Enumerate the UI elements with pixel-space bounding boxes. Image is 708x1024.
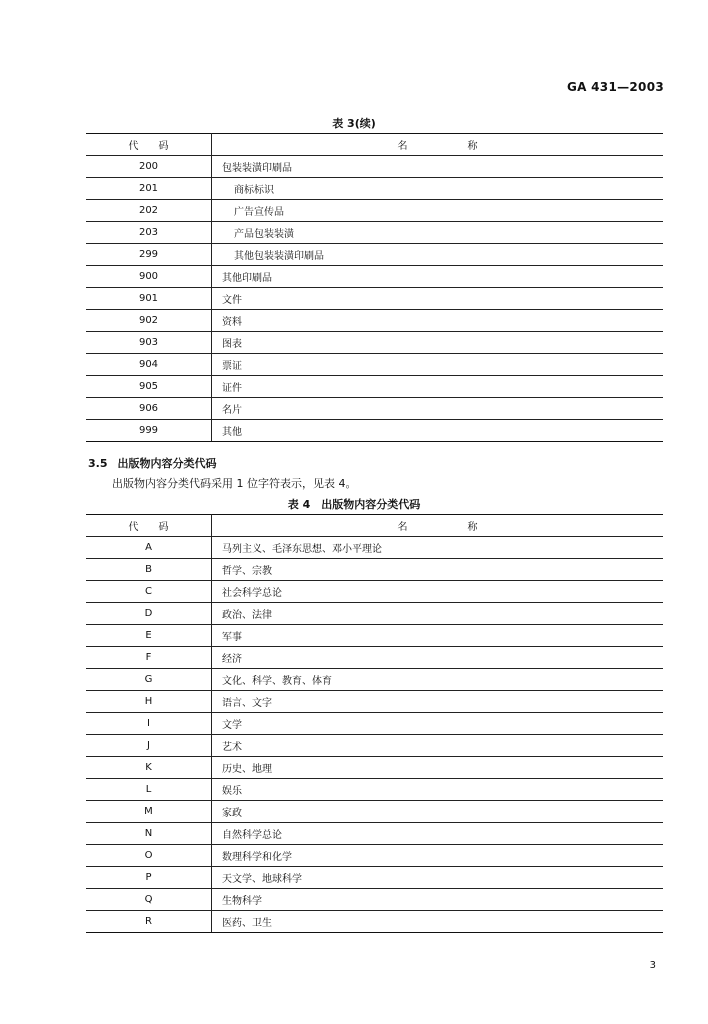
table4-cell-code: L (86, 779, 212, 801)
table3-caption: 表 3(续) (332, 117, 376, 130)
table3-header-code: 代 码 (86, 134, 212, 156)
table4-row (86, 603, 663, 625)
table4-cell-code: J (86, 735, 212, 757)
section-title: 出版物内容分类代码 (117, 457, 217, 470)
table4-row (86, 801, 663, 823)
table4-cell-code: A (86, 537, 212, 559)
table4-caption: 表 4 出版物内容分类代码 (287, 498, 421, 511)
table4-header-row (86, 515, 663, 537)
table3-cell-name: 商标标识 (212, 178, 664, 200)
table3-header-row (86, 134, 663, 156)
table4-row (86, 867, 663, 889)
table3-cell-name: 名片 (212, 398, 664, 420)
table3-cell-code: 900 (86, 266, 212, 288)
table3-cell-name: 文件 (212, 288, 664, 310)
table4-row (86, 713, 663, 735)
table4-row (86, 889, 663, 911)
table4-cell-name: 家政 (212, 801, 664, 823)
table4-row (86, 845, 663, 867)
standard-number: GA 431—2003 (566, 80, 664, 94)
table4-row (86, 559, 663, 581)
table4-cell-name: 军事 (212, 625, 664, 647)
table4-cell-name: 语言、文字 (212, 691, 664, 713)
table4-cell-code: B (86, 559, 212, 581)
table3-cell-code: 203 (86, 222, 212, 244)
table3-row (86, 156, 663, 178)
table3 (86, 133, 663, 442)
table4-row (86, 537, 663, 559)
table4-cell-code: I (86, 713, 212, 735)
table3-cell-code: 904 (86, 354, 212, 376)
table3-row (86, 200, 663, 222)
table3-cell-code: 299 (86, 244, 212, 266)
table3-row (86, 310, 663, 332)
table3-cell-code: 906 (86, 398, 212, 420)
table3-row (86, 266, 663, 288)
table3-row (86, 288, 663, 310)
table3-row (86, 376, 663, 398)
table3-header-name: 名 称 (212, 134, 664, 156)
table4-cell-name: 历史、地理 (212, 757, 664, 779)
table4-row (86, 911, 663, 933)
table3-cell-code: 901 (86, 288, 212, 310)
table4-cell-code: Q (86, 889, 212, 911)
table3-cell-name: 图表 (212, 332, 664, 354)
table3-cell-name: 票证 (212, 354, 664, 376)
table4-header-code: 代 码 (86, 515, 212, 537)
table4-cell-code: G (86, 669, 212, 691)
table4-cell-code: D (86, 603, 212, 625)
table4-cell-name: 文学 (212, 713, 664, 735)
table3-row (86, 332, 663, 354)
table4-cell-name: 哲学、宗教 (212, 559, 664, 581)
table4-cell-code: N (86, 823, 212, 845)
table4-cell-name: 政治、法律 (212, 603, 664, 625)
table4-row (86, 691, 663, 713)
table4-cell-code: F (86, 647, 212, 669)
table4-cell-name: 艺术 (212, 735, 664, 757)
table3-cell-code: 202 (86, 200, 212, 222)
table4-row (86, 735, 663, 757)
table3-cell-code: 905 (86, 376, 212, 398)
table4-cell-code: M (86, 801, 212, 823)
table3-cell-name: 其他包装装潢印刷品 (212, 244, 664, 266)
table4-row (86, 669, 663, 691)
table3-cell-name: 其他 (212, 420, 664, 442)
table4-row (86, 581, 663, 603)
table3-row (86, 178, 663, 200)
table4 (86, 514, 663, 933)
table4-cell-name: 文化、科学、教育、体育 (212, 669, 664, 691)
table4-cell-name: 经济 (212, 647, 664, 669)
table4-cell-code: R (86, 911, 212, 933)
section-paragraph: 出版物内容分类代码采用 1 位字符表示，见表 4。 (112, 477, 357, 490)
table4-cell-code: P (86, 867, 212, 889)
table4-cell-code: O (86, 845, 212, 867)
table4-cell-name: 马列主义、毛泽东思想、邓小平理论 (212, 537, 664, 559)
table4-header-name: 名 称 (212, 515, 664, 537)
page-number: 3 (649, 960, 656, 971)
table3-cell-name: 广告宣传品 (212, 200, 664, 222)
table4-cell-code: H (86, 691, 212, 713)
table4-row (86, 625, 663, 647)
table3-row (86, 420, 663, 442)
table3-cell-code: 201 (86, 178, 212, 200)
table3-cell-name: 包装装潢印刷品 (212, 156, 664, 178)
table4-cell-code: C (86, 581, 212, 603)
table3-cell-code: 200 (86, 156, 212, 178)
table4-row (86, 757, 663, 779)
table4-row (86, 823, 663, 845)
table3-cell-code: 902 (86, 310, 212, 332)
table4-row (86, 779, 663, 801)
table3-cell-name: 产品包装装潢 (212, 222, 664, 244)
section-heading (88, 455, 227, 471)
table3-row (86, 244, 663, 266)
table4-cell-name: 自然科学总论 (212, 823, 664, 845)
table4-cell-code: K (86, 757, 212, 779)
table3-cell-name: 资料 (212, 310, 664, 332)
table4-cell-name: 社会科学总论 (212, 581, 664, 603)
table4-cell-name: 娱乐 (212, 779, 664, 801)
table4-cell-name: 天文学、地球科学 (212, 867, 664, 889)
table3-row (86, 222, 663, 244)
table3-cell-name: 证件 (212, 376, 664, 398)
table3-row (86, 398, 663, 420)
table4-row (86, 647, 663, 669)
table3-row (86, 354, 663, 376)
table4-cell-code: E (86, 625, 212, 647)
table4-cell-name: 数理科学和化学 (212, 845, 664, 867)
table4-cell-name: 生物科学 (212, 889, 664, 911)
table3-cell-code: 999 (86, 420, 212, 442)
table3-cell-code: 903 (86, 332, 212, 354)
table4-cell-name: 医药、卫生 (212, 911, 664, 933)
section-number: 3.5 (88, 457, 108, 470)
table3-cell-name: 其他印刷品 (212, 266, 664, 288)
